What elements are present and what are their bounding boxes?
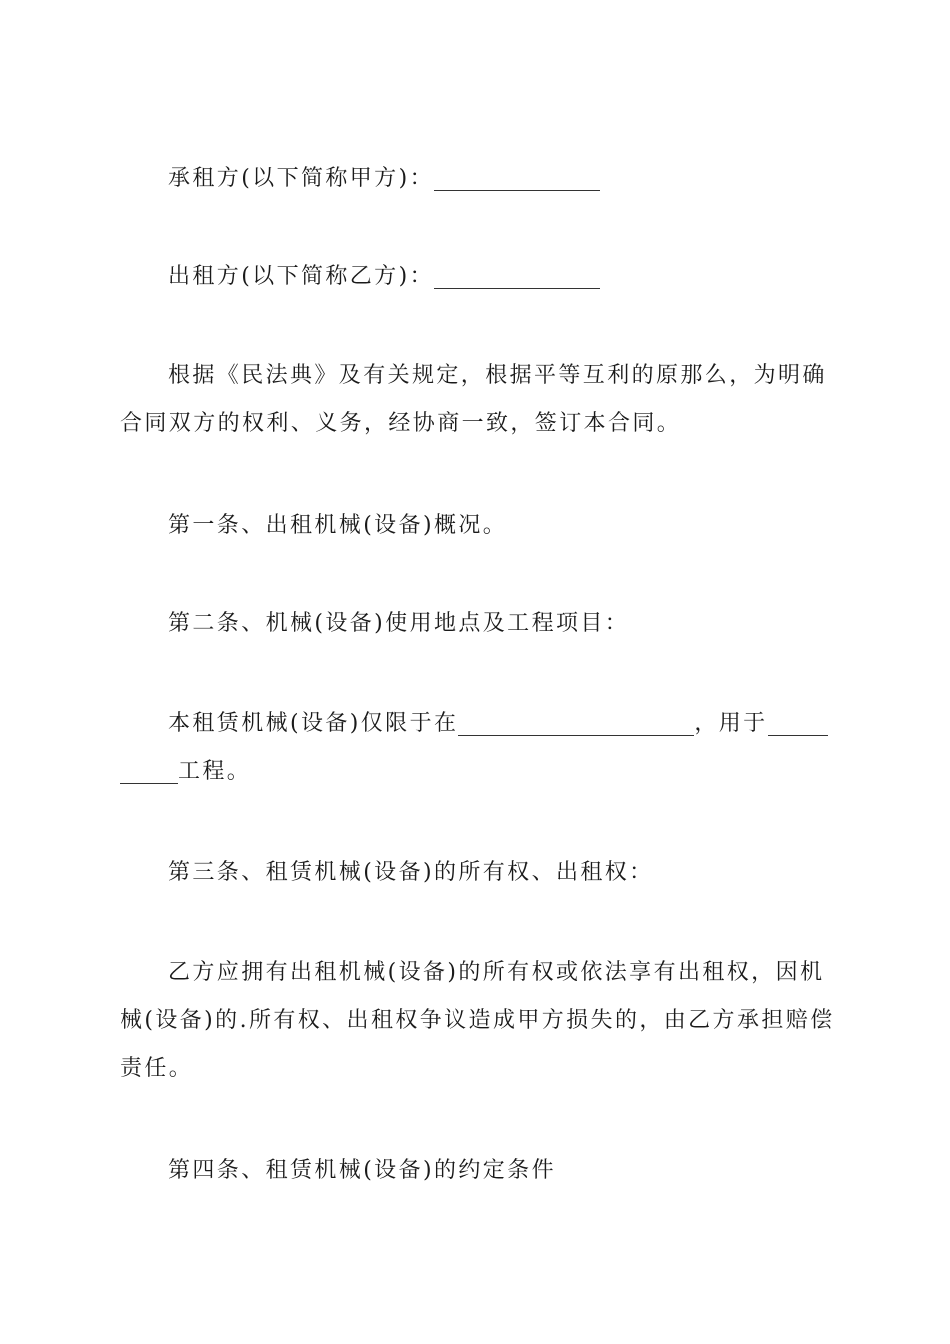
article-1-title: 第一条、出租机械(设备)概况。: [168, 513, 508, 538]
article-2-title: 第二条、机械(设备)使用地点及工程项目：: [168, 611, 630, 636]
project-name-blank-part2: [120, 753, 178, 784]
lessor-name-blank: [434, 258, 600, 289]
article-2-body-prefix: 本租赁机械(设备)仅限于在: [168, 711, 459, 736]
article-4-title: 第四条、租赁机械(设备)的约定条件: [168, 1158, 556, 1183]
lessee-label: 承租方(以下简称甲方)：: [168, 166, 434, 191]
lessor-label: 出租方(以下简称乙方)：: [168, 264, 434, 289]
article-2-body-middle: ，用于: [694, 711, 768, 736]
article-2-body: [120, 700, 836, 796]
article-3-title: 第三条、租赁机械(设备)的所有权、出租权：: [168, 860, 654, 885]
project-name-blank-part1: [768, 705, 828, 736]
article-2-body-suffix: 工程。: [178, 759, 252, 784]
lessee-line: [120, 155, 836, 203]
lessee-name-blank: [434, 160, 600, 191]
article-3-body: 乙方应拥有出租机械(设备)的所有权或依法享有出租权，因机械(设备)的.所有权、出租权争议造成甲方损失的，由乙方承担赔偿责任。: [120, 960, 835, 1081]
usage-location-blank: [458, 705, 694, 736]
lessor-line: [120, 253, 836, 301]
preamble-paragraph: 根据《民法典》及有关规定，根据平等互利的原那么，为明确合同双方的权利、义务，经协商一致，签订本合同。: [120, 363, 827, 436]
